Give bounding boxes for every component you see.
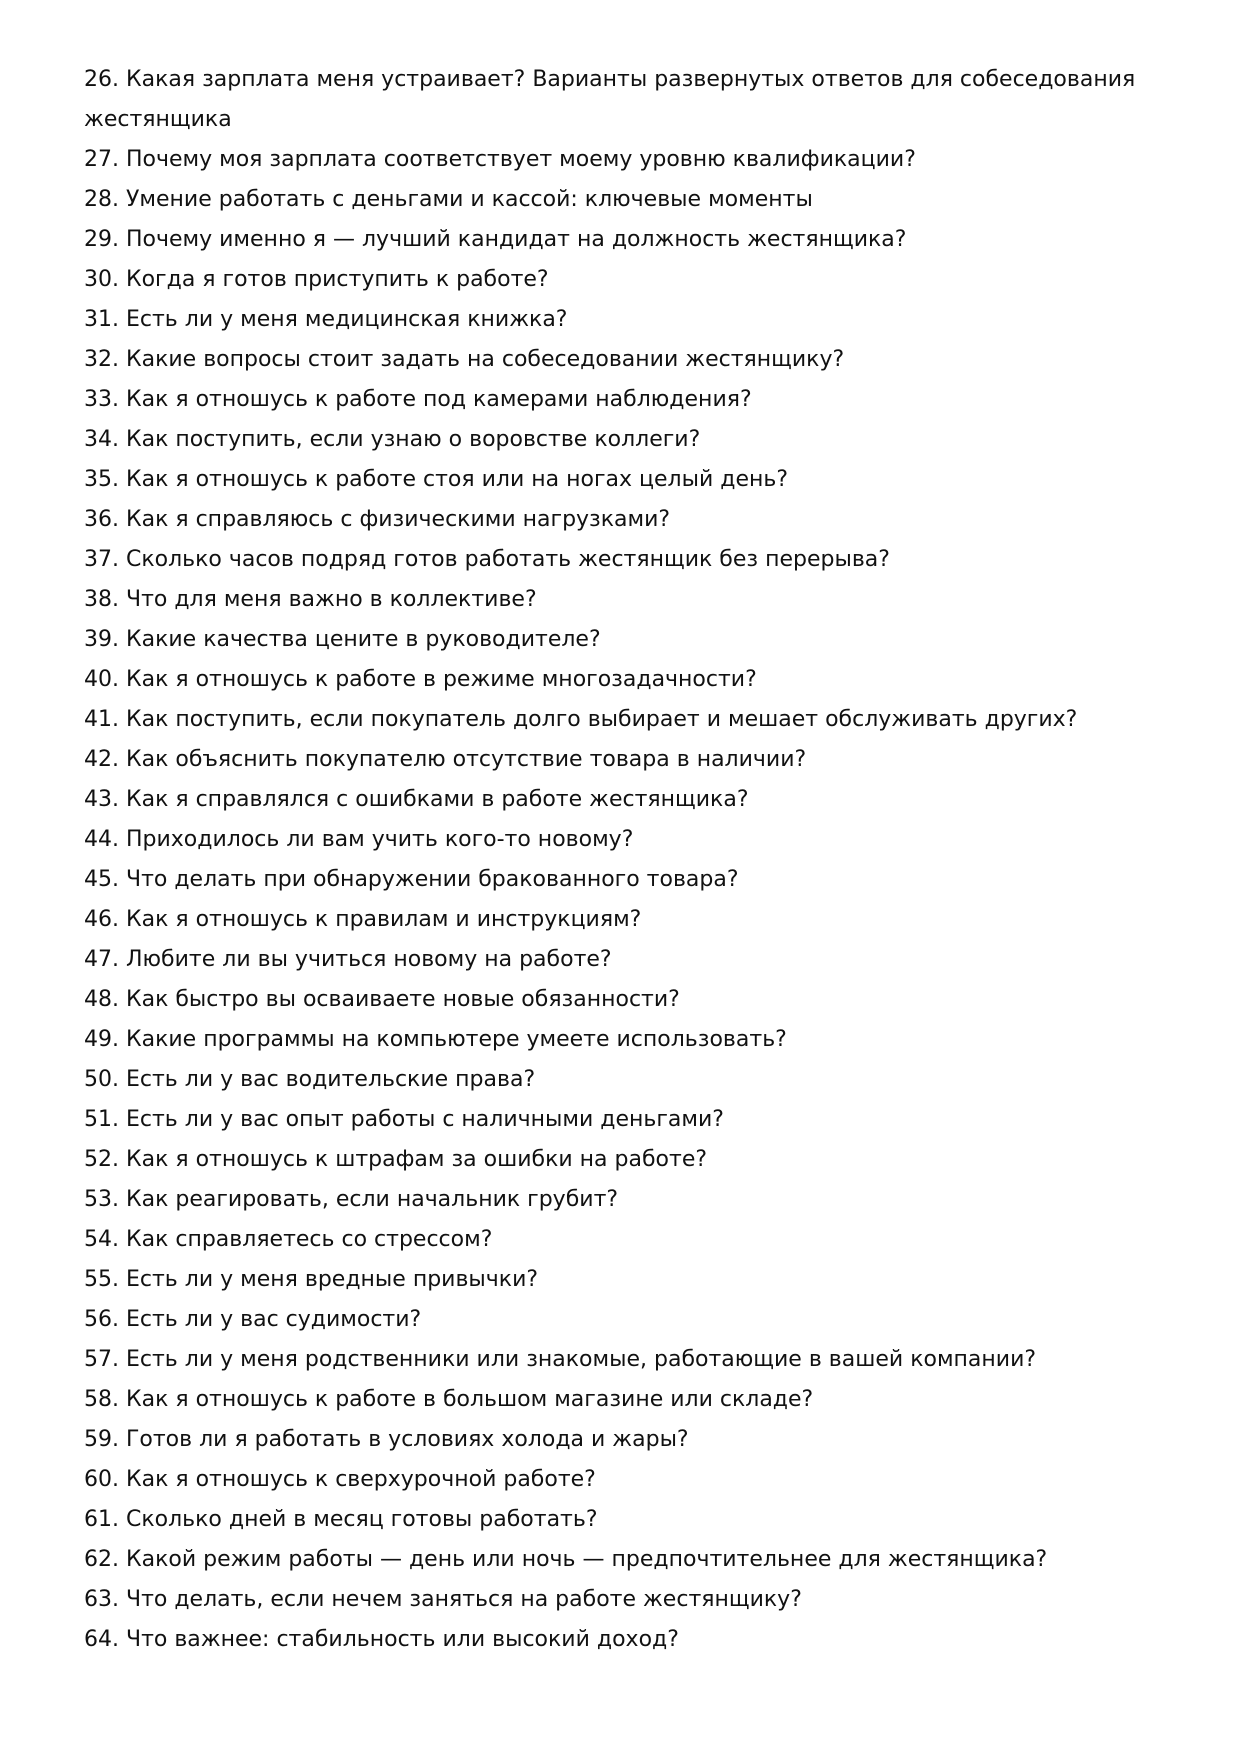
list-item: 32. Какие вопросы стоит задать на собеседовании жестянщику? — [84, 347, 845, 372]
list-item: 62. Какой режим работы — день или ночь — предпочтительнее для жестянщика? — [84, 1547, 1048, 1572]
list-item: 59. Готов ли я работать в условиях холода и жары? — [84, 1427, 689, 1452]
list-item: 28. Умение работать с деньгами и кассой: ключевые моменты — [84, 187, 813, 212]
list-item: 60. Как я отношусь к сверхурочной работе? — [84, 1467, 596, 1492]
list-item: 38. Что для меня важно в коллективе? — [84, 587, 537, 612]
list-item: 53. Как реагировать, если начальник грубит? — [84, 1187, 619, 1212]
list-item: 42. Как объяснить покупателю отсутствие товара в наличии? — [84, 747, 807, 772]
list-item: 47. Любите ли вы учиться новому на работе? — [84, 947, 612, 972]
list-item: 57. Есть ли у меня родственники или знакомые, работающие в вашей компании? — [84, 1347, 1037, 1372]
list-item: 26. Какая зарплата меня устраивает? Варианты развернутых ответов для собеседования жестянщика — [84, 67, 1136, 132]
list-item: 30. Когда я готов приступить к работе? — [84, 267, 549, 292]
list-item: 29. Почему именно я — лучший кандидат на должность жестянщика? — [84, 227, 907, 252]
list-item: 56. Есть ли у вас судимости? — [84, 1307, 422, 1332]
list-item: 54. Как справляетесь со стрессом? — [84, 1227, 493, 1252]
list-item: 63. Что делать, если нечем заняться на работе жестянщику? — [84, 1587, 802, 1612]
list-item: 45. Что делать при обнаружении бракованного товара? — [84, 867, 739, 892]
list-item: 49. Какие программы на компьютере умеете использовать? — [84, 1027, 787, 1052]
list-item: 61. Сколько дней в месяц готовы работать? — [84, 1507, 598, 1532]
list-item: 58. Как я отношусь к работе в большом магазине или складе? — [84, 1387, 814, 1412]
document-page — [84, 60, 1174, 1660]
list-item: 27. Почему моя зарплата соответствует моему уровню квалификации? — [84, 147, 916, 172]
list-item: 51. Есть ли у вас опыт работы с наличными деньгами? — [84, 1107, 724, 1132]
list-item: 43. Как я справлялся с ошибками в работе жестянщика? — [84, 787, 749, 812]
list-item: 55. Есть ли у меня вредные привычки? — [84, 1267, 539, 1292]
list-item: 50. Есть ли у вас водительские права? — [84, 1067, 536, 1092]
question-list — [84, 60, 1174, 1660]
list-item: 46. Как я отношусь к правилам и инструкциям? — [84, 907, 642, 932]
list-item: 44. Приходилось ли вам учить кого-то новому? — [84, 827, 634, 852]
list-item: 33. Как я отношусь к работе под камерами наблюдения? — [84, 387, 752, 412]
list-item: 48. Как быстро вы осваиваете новые обязанности? — [84, 987, 680, 1012]
list-item: 64. Что важнее: стабильность или высокий доход? — [84, 1627, 679, 1652]
list-item: 31. Есть ли у меня медицинская книжка? — [84, 307, 568, 332]
list-item: 37. Сколько часов подряд готов работать жестянщик без перерыва? — [84, 547, 890, 572]
list-item: 34. Как поступить, если узнаю о воровстве коллеги? — [84, 427, 701, 452]
list-item: 40. Как я отношусь к работе в режиме многозадачности? — [84, 667, 757, 692]
list-item: 52. Как я отношусь к штрафам за ошибки на работе? — [84, 1147, 708, 1172]
list-item: 41. Как поступить, если покупатель долго выбирает и мешает обслуживать других? — [84, 707, 1078, 732]
list-item: 36. Как я справляюсь с физическими нагрузками? — [84, 507, 671, 532]
list-item: 35. Как я отношусь к работе стоя или на ногах целый день? — [84, 467, 789, 492]
list-item: 39. Какие качества цените в руководителе? — [84, 627, 601, 652]
